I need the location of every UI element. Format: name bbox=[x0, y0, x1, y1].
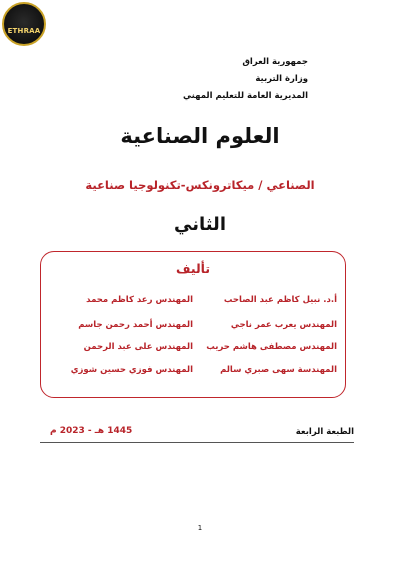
author-name: المهندس فوزي حسين شوزي bbox=[70, 365, 193, 375]
authors-box bbox=[40, 251, 346, 398]
publisher-logo bbox=[2, 2, 46, 46]
header-line-directorate: المديرية العامة للتعليم المهني bbox=[183, 91, 308, 101]
edition-line bbox=[40, 423, 354, 443]
author-name: المهندسة سهى صبري سالم bbox=[220, 365, 337, 375]
author-name: المهندس رعد كاظم محمد bbox=[86, 295, 193, 305]
book-title: العلوم الصناعية bbox=[120, 124, 280, 148]
edition-year: 1445 هـ - 2023 م bbox=[50, 426, 133, 436]
author-name: المهندس مصطفى هاشم حريب bbox=[206, 342, 337, 352]
ministry-header bbox=[148, 54, 308, 105]
author-name: أ.د. نبيل كاظم عبد الصاحب bbox=[223, 295, 337, 305]
edition-label: الطبعة الرابعة bbox=[295, 427, 354, 437]
author-name: المهندس يعرب عمر ناجي bbox=[230, 320, 337, 330]
book-specialty: الصناعي / ميكاترونكس-تكنولوجيا صناعية bbox=[85, 178, 315, 192]
book-grade: الثاني bbox=[173, 214, 226, 235]
authors-heading: تأليف bbox=[175, 261, 211, 276]
header-line-country: جمهورية العراق bbox=[242, 57, 308, 67]
logo-text: ETHRAA bbox=[7, 27, 41, 35]
author-name: المهندس أحمد رحمن جاسم bbox=[78, 320, 193, 330]
header-line-ministry: وزارة التربية bbox=[255, 74, 308, 84]
page-number: 1 bbox=[197, 524, 203, 532]
author-name: المهندس على عبد الرحمن bbox=[83, 342, 193, 352]
